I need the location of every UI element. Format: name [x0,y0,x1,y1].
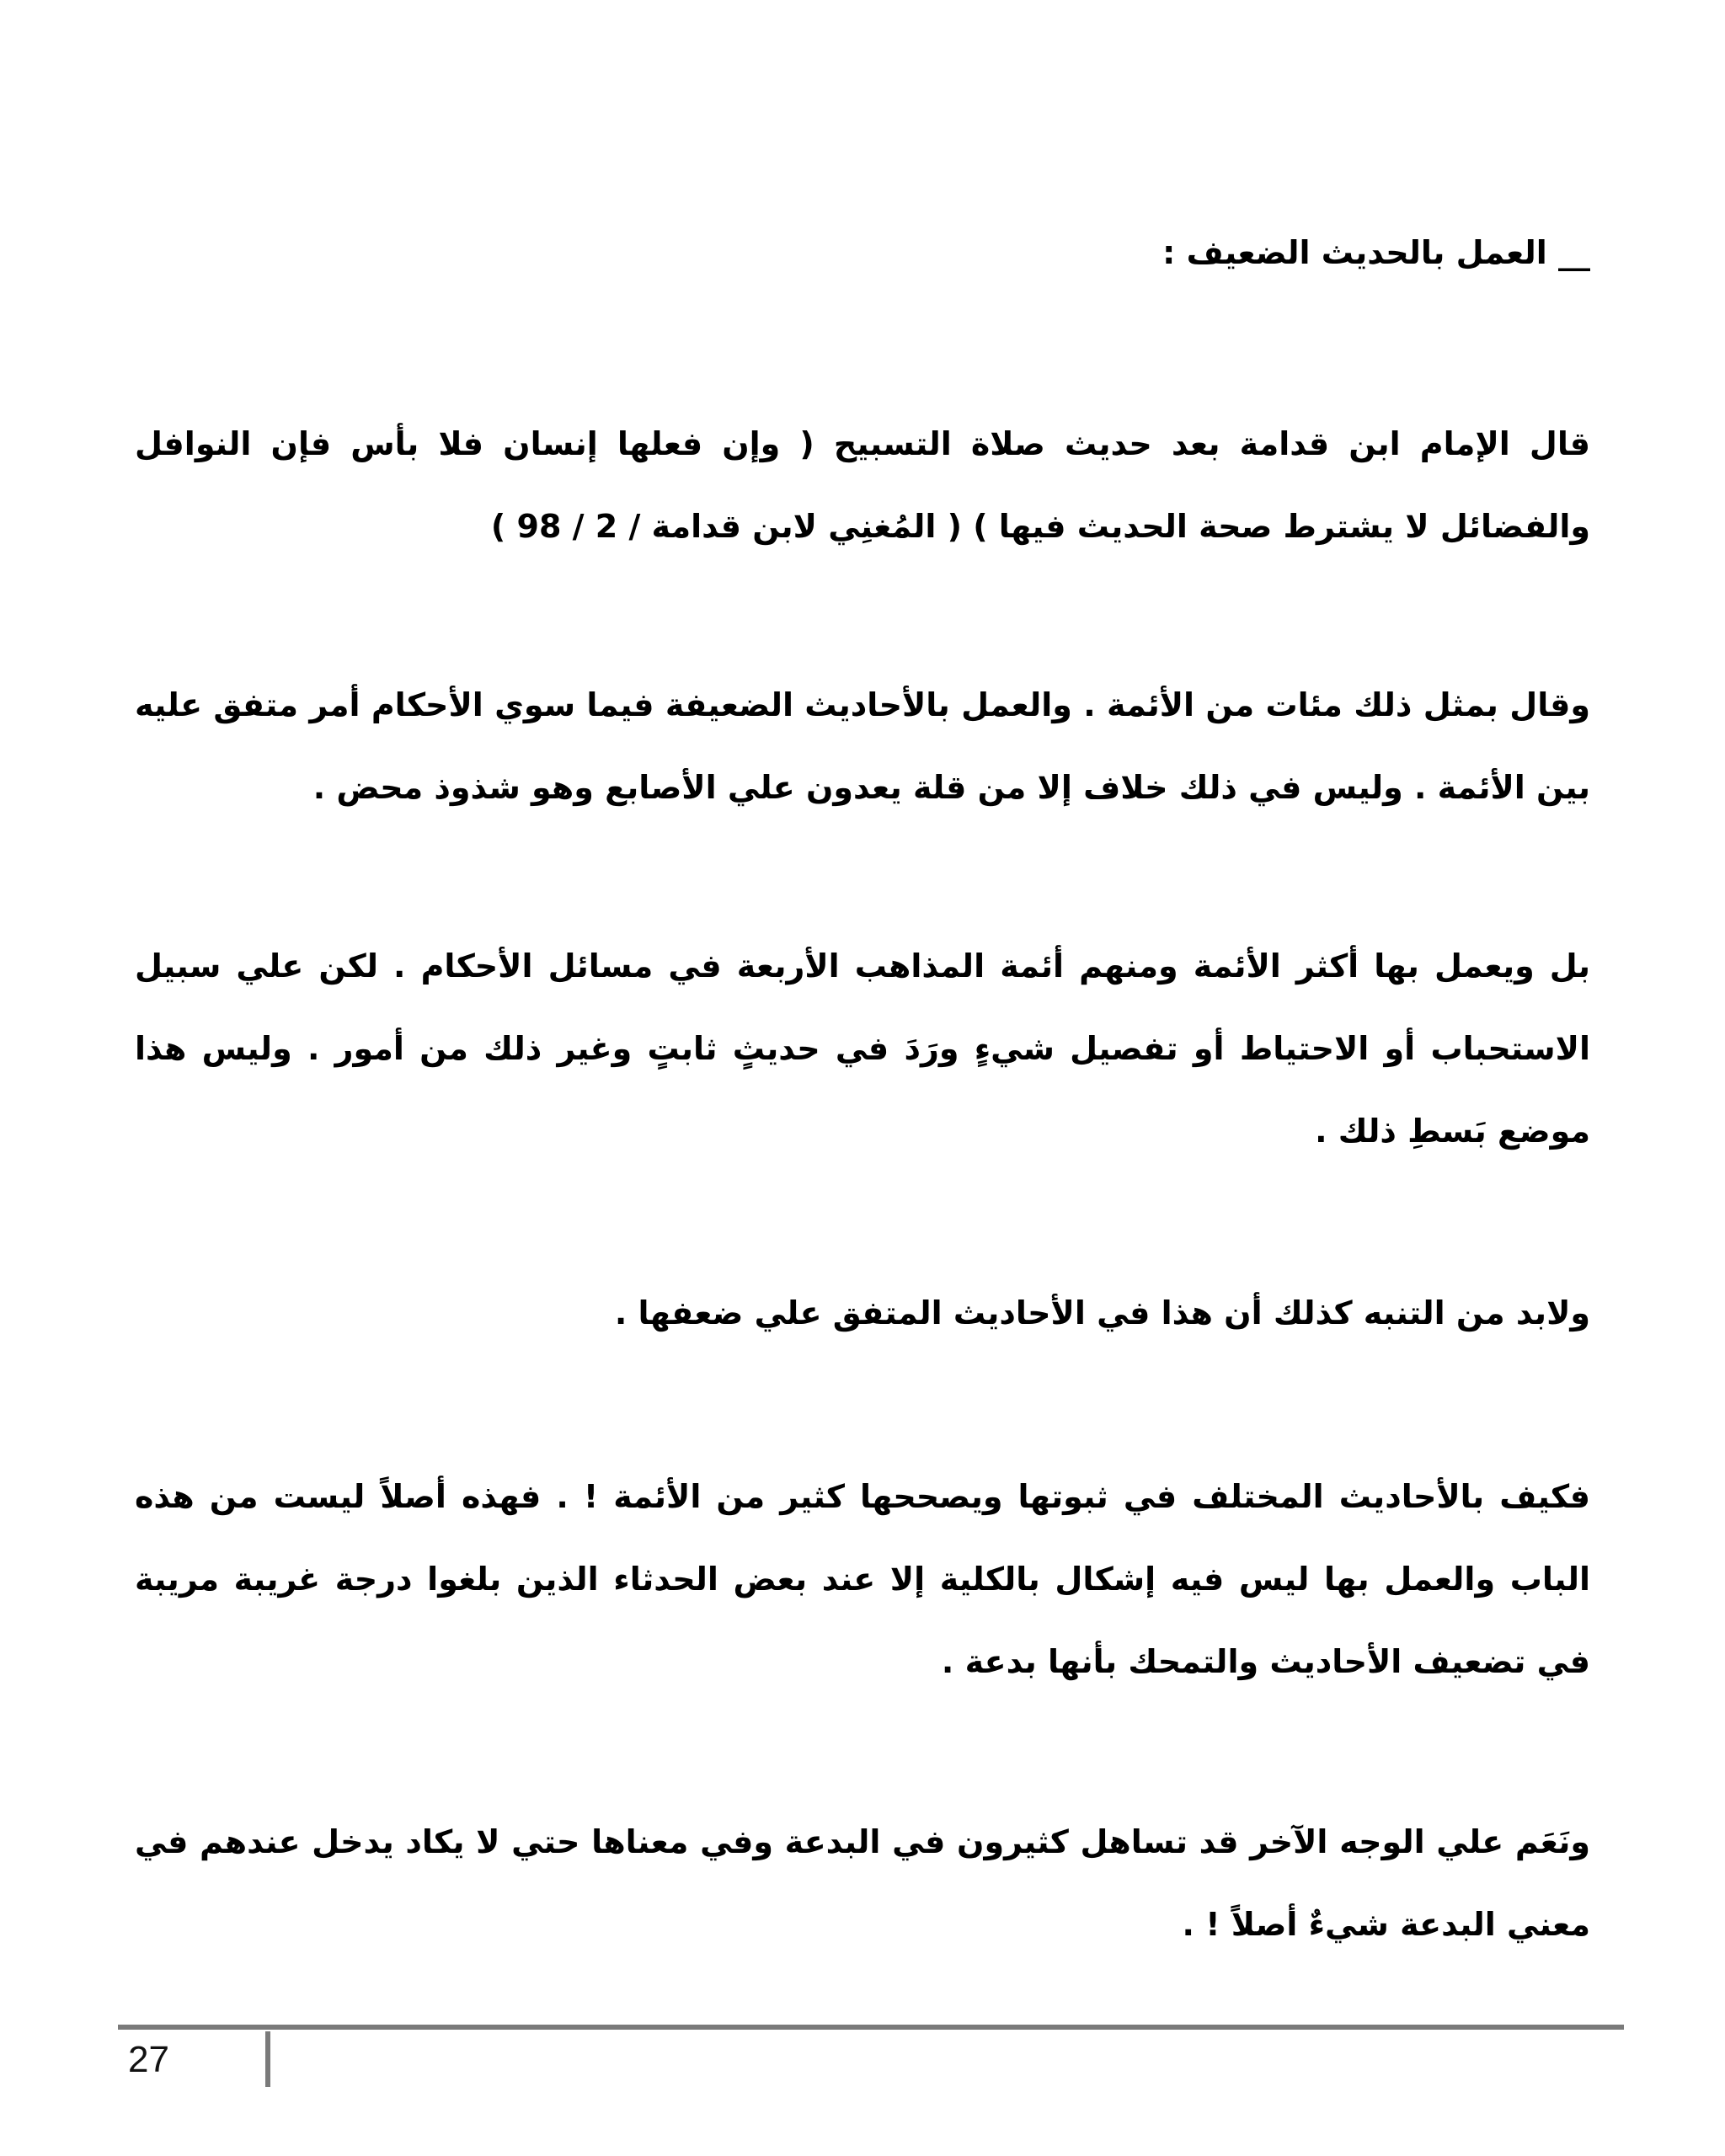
footer-rule [118,2025,1624,2030]
paragraph: قال الإمام ابن قدامة بعد حديث صلاة التسبيح ( وإن فعلها إنسان فلا بأس فإن النوافل والفضائل لا يشترط صحة الحديث فيها ) ( المُغنِي لابن قدامة / 2 / 98 ) [135,425,1590,545]
paragraph: بل ويعمل بها أكثر الأئمة ومنهم أئمة المذاهب الأربعة في مسائل الأحكام . لكن علي سبيل الاستحباب أو الاحتياط أو تفصيل شيءٍ ورَدَ في حديثٍ ثابتٍ وغير ذلك من أمور . وليس هذا موضع بَسطِ ذلك . [135,947,1590,1150]
paragraph: ولابد من التنبه كذلك أن هذا في الأحاديث المتفق علي ضعفها . [614,1294,1590,1331]
paragraph: فكيف بالأحاديث المختلف في ثبوتها ويصححها كثير من الأئمة ! . فهذه أصلاً ليست من هذه الباب والعمل بها ليس فيه إشكال بالكلية إلا عند بعض الحدثاء الذين بلغوا درجة غريبة مريبة في تضعيف الأحاديث والتمحك بأنها بدعة . [135,1478,1590,1680]
page-number: 27 [128,2039,169,2080]
footer-divider-tick [265,2031,270,2087]
paragraph: ونَعَم علي الوجه الآخر قد تساهل كثيرون في البدعة وفي معناها حتي لا يكاد يدخل عندهم في معني البدعة شيءٌ أصلاً ! . [135,1823,1590,1943]
paragraph: وقال بمثل ذلك مئات من الأئمة . والعمل بالأحاديث الضعيفة فيما سوي الأحكام أمر متفق عليه بين الأئمة . وليس في ذلك خلاف إلا من قلة يعدون علي الأصابع وهو شذوذ محض . [135,686,1590,806]
section-heading: __ العمل بالحديث الضعيف : [1162,234,1590,271]
